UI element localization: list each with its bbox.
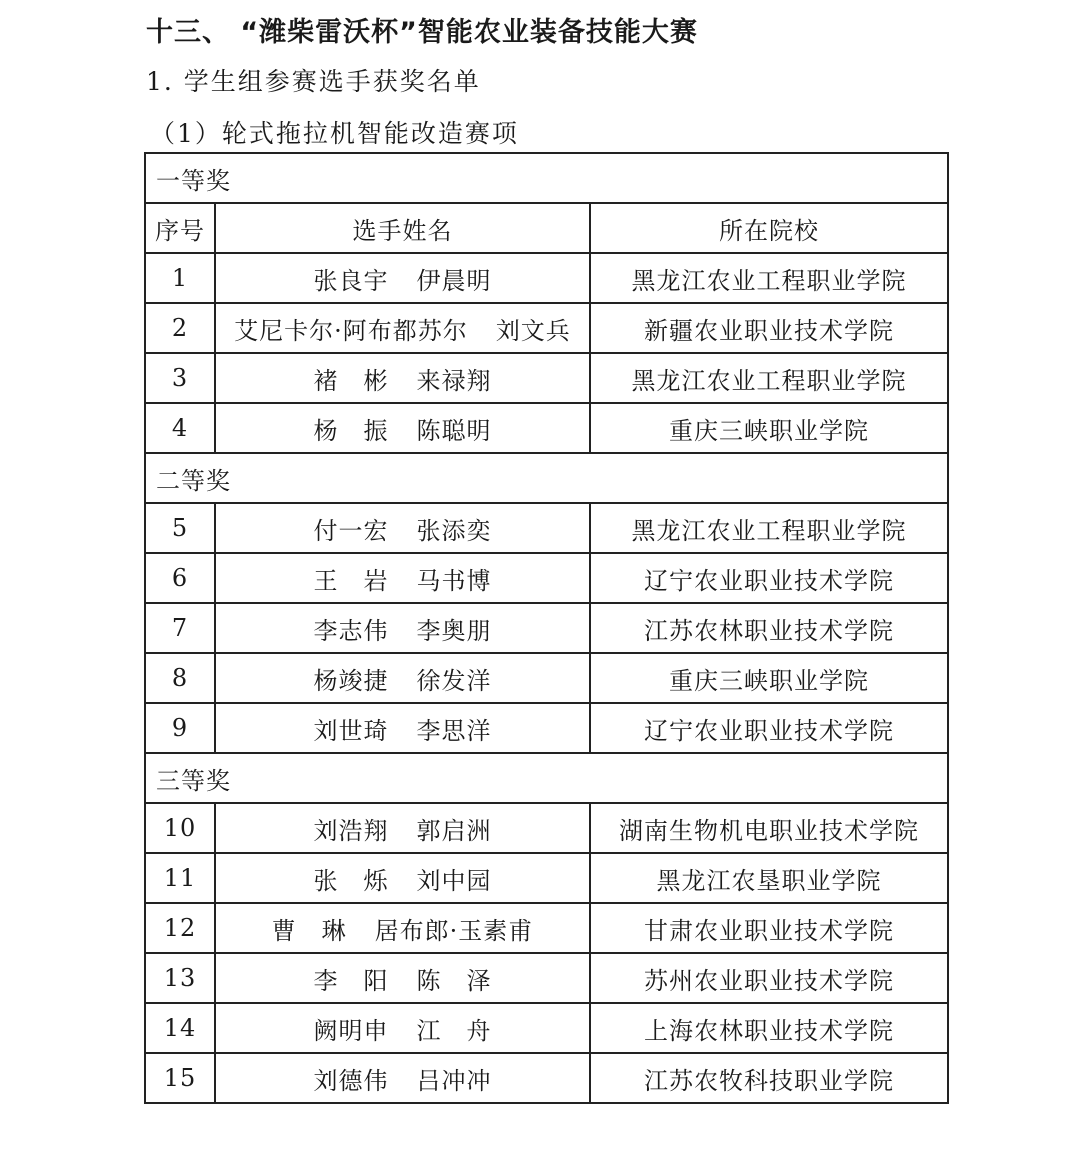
section-label: 三等奖 — [145, 753, 948, 803]
player-name-1: 杨 振 — [313, 416, 389, 445]
player-names — [215, 303, 590, 353]
column-header-index: 序号 — [145, 203, 215, 253]
school-name: 甘肃农业职业技术学院 — [590, 903, 948, 953]
school-name: 黑龙江农业工程职业学院 — [590, 253, 948, 303]
player-name-2: 李奥朋 — [416, 616, 492, 645]
row-number: 5 — [145, 503, 215, 553]
player-name-1: 曹 琳 — [271, 916, 347, 945]
school-name: 新疆农业职业技术学院 — [590, 303, 948, 353]
table-row — [145, 403, 948, 453]
row-number: 9 — [145, 703, 215, 753]
player-names — [215, 503, 590, 553]
player-name-2: 来禄翔 — [416, 366, 492, 395]
player-names — [215, 1003, 590, 1053]
player-name-2: 江 舟 — [416, 1016, 492, 1045]
table-row — [145, 1053, 948, 1103]
table-row — [145, 653, 948, 703]
player-names — [215, 653, 590, 703]
table-row — [145, 303, 948, 353]
player-names — [215, 853, 590, 903]
player-name-2: 郭启洲 — [416, 816, 492, 845]
player-name-2: 徐发洋 — [416, 666, 492, 695]
row-number: 10 — [145, 803, 215, 853]
section-label: 一等奖 — [145, 153, 948, 203]
school-name: 黑龙江农业工程职业学院 — [590, 503, 948, 553]
player-name-2: 刘文兵 — [495, 316, 571, 345]
player-name-2: 马书博 — [416, 566, 492, 595]
school-name: 江苏农牧科技职业学院 — [590, 1053, 948, 1103]
player-name-2: 吕冲冲 — [416, 1066, 492, 1095]
row-number: 12 — [145, 903, 215, 953]
player-name-1: 艾尼卡尔·阿布都苏尔 — [234, 316, 468, 345]
section-row — [145, 153, 948, 203]
school-name: 重庆三峡职业学院 — [590, 653, 948, 703]
player-name-1: 刘浩翔 — [313, 816, 389, 845]
table-row — [145, 253, 948, 303]
player-names — [215, 353, 590, 403]
player-name-2: 李思洋 — [416, 716, 492, 745]
player-names — [215, 253, 590, 303]
player-name-1: 刘德伟 — [313, 1066, 389, 1095]
player-name-1: 褚 彬 — [313, 366, 389, 395]
player-names — [215, 1053, 590, 1103]
player-name-1: 阙明申 — [313, 1016, 389, 1045]
table-row — [145, 853, 948, 903]
row-number: 13 — [145, 953, 215, 1003]
player-name-2: 居布郎·玉素甫 — [374, 916, 534, 945]
table-row — [145, 803, 948, 853]
player-name-1: 付一宏 — [313, 516, 389, 545]
player-name-1: 刘世琦 — [313, 716, 389, 745]
player-name-1: 张良宇 — [313, 266, 389, 295]
table-row — [145, 953, 948, 1003]
award-table-body — [145, 153, 948, 1103]
school-name: 湖南生物机电职业技术学院 — [590, 803, 948, 853]
school-name: 辽宁农业职业技术学院 — [590, 703, 948, 753]
player-names — [215, 553, 590, 603]
row-number: 7 — [145, 603, 215, 653]
section-label: 二等奖 — [145, 453, 948, 503]
row-number: 4 — [145, 403, 215, 453]
player-names — [215, 803, 590, 853]
player-name-1: 李志伟 — [313, 616, 389, 645]
player-name-1: 杨竣捷 — [313, 666, 389, 695]
table-row — [145, 703, 948, 753]
player-names — [215, 903, 590, 953]
document-heading: 十三、 “潍柴雷沃杯”智能农业装备技能大赛 — [146, 17, 698, 48]
player-name-2: 张添奕 — [416, 516, 492, 545]
player-name-2: 伊晨明 — [416, 266, 492, 295]
table-row — [145, 503, 948, 553]
school-name: 上海农林职业技术学院 — [590, 1003, 948, 1053]
table-row — [145, 553, 948, 603]
school-name: 辽宁农业职业技术学院 — [590, 553, 948, 603]
player-name-2: 陈 泽 — [416, 966, 492, 995]
event-title: （1）轮式拖拉机智能改造赛项 — [150, 119, 519, 148]
row-number: 14 — [145, 1003, 215, 1053]
row-number: 2 — [145, 303, 215, 353]
school-name: 苏州农业职业技术学院 — [590, 953, 948, 1003]
player-name-2: 陈聪明 — [416, 416, 492, 445]
row-number: 1 — [145, 253, 215, 303]
table-row — [145, 903, 948, 953]
player-name-2: 刘中园 — [416, 866, 492, 895]
school-name: 黑龙江农垦职业学院 — [590, 853, 948, 903]
table-row — [145, 353, 948, 403]
player-names — [215, 703, 590, 753]
column-header-names: 选手姓名 — [215, 203, 590, 253]
column-header-school: 所在院校 — [590, 203, 948, 253]
player-names — [215, 603, 590, 653]
player-name-1: 张 烁 — [313, 866, 389, 895]
row-number: 6 — [145, 553, 215, 603]
school-name: 江苏农林职业技术学院 — [590, 603, 948, 653]
award-table — [144, 152, 949, 1104]
header-row — [145, 203, 948, 253]
player-name-1: 李 阳 — [313, 966, 389, 995]
list-subheading: 1. 学生组参赛选手获奖名单 — [146, 67, 481, 96]
row-number: 11 — [145, 853, 215, 903]
player-names — [215, 953, 590, 1003]
section-row — [145, 453, 948, 503]
table-row — [145, 1003, 948, 1053]
row-number: 3 — [145, 353, 215, 403]
table-row — [145, 603, 948, 653]
row-number: 15 — [145, 1053, 215, 1103]
row-number: 8 — [145, 653, 215, 703]
school-name: 重庆三峡职业学院 — [590, 403, 948, 453]
school-name: 黑龙江农业工程职业学院 — [590, 353, 948, 403]
section-row — [145, 753, 948, 803]
player-name-1: 王 岩 — [313, 566, 389, 595]
player-names — [215, 403, 590, 453]
